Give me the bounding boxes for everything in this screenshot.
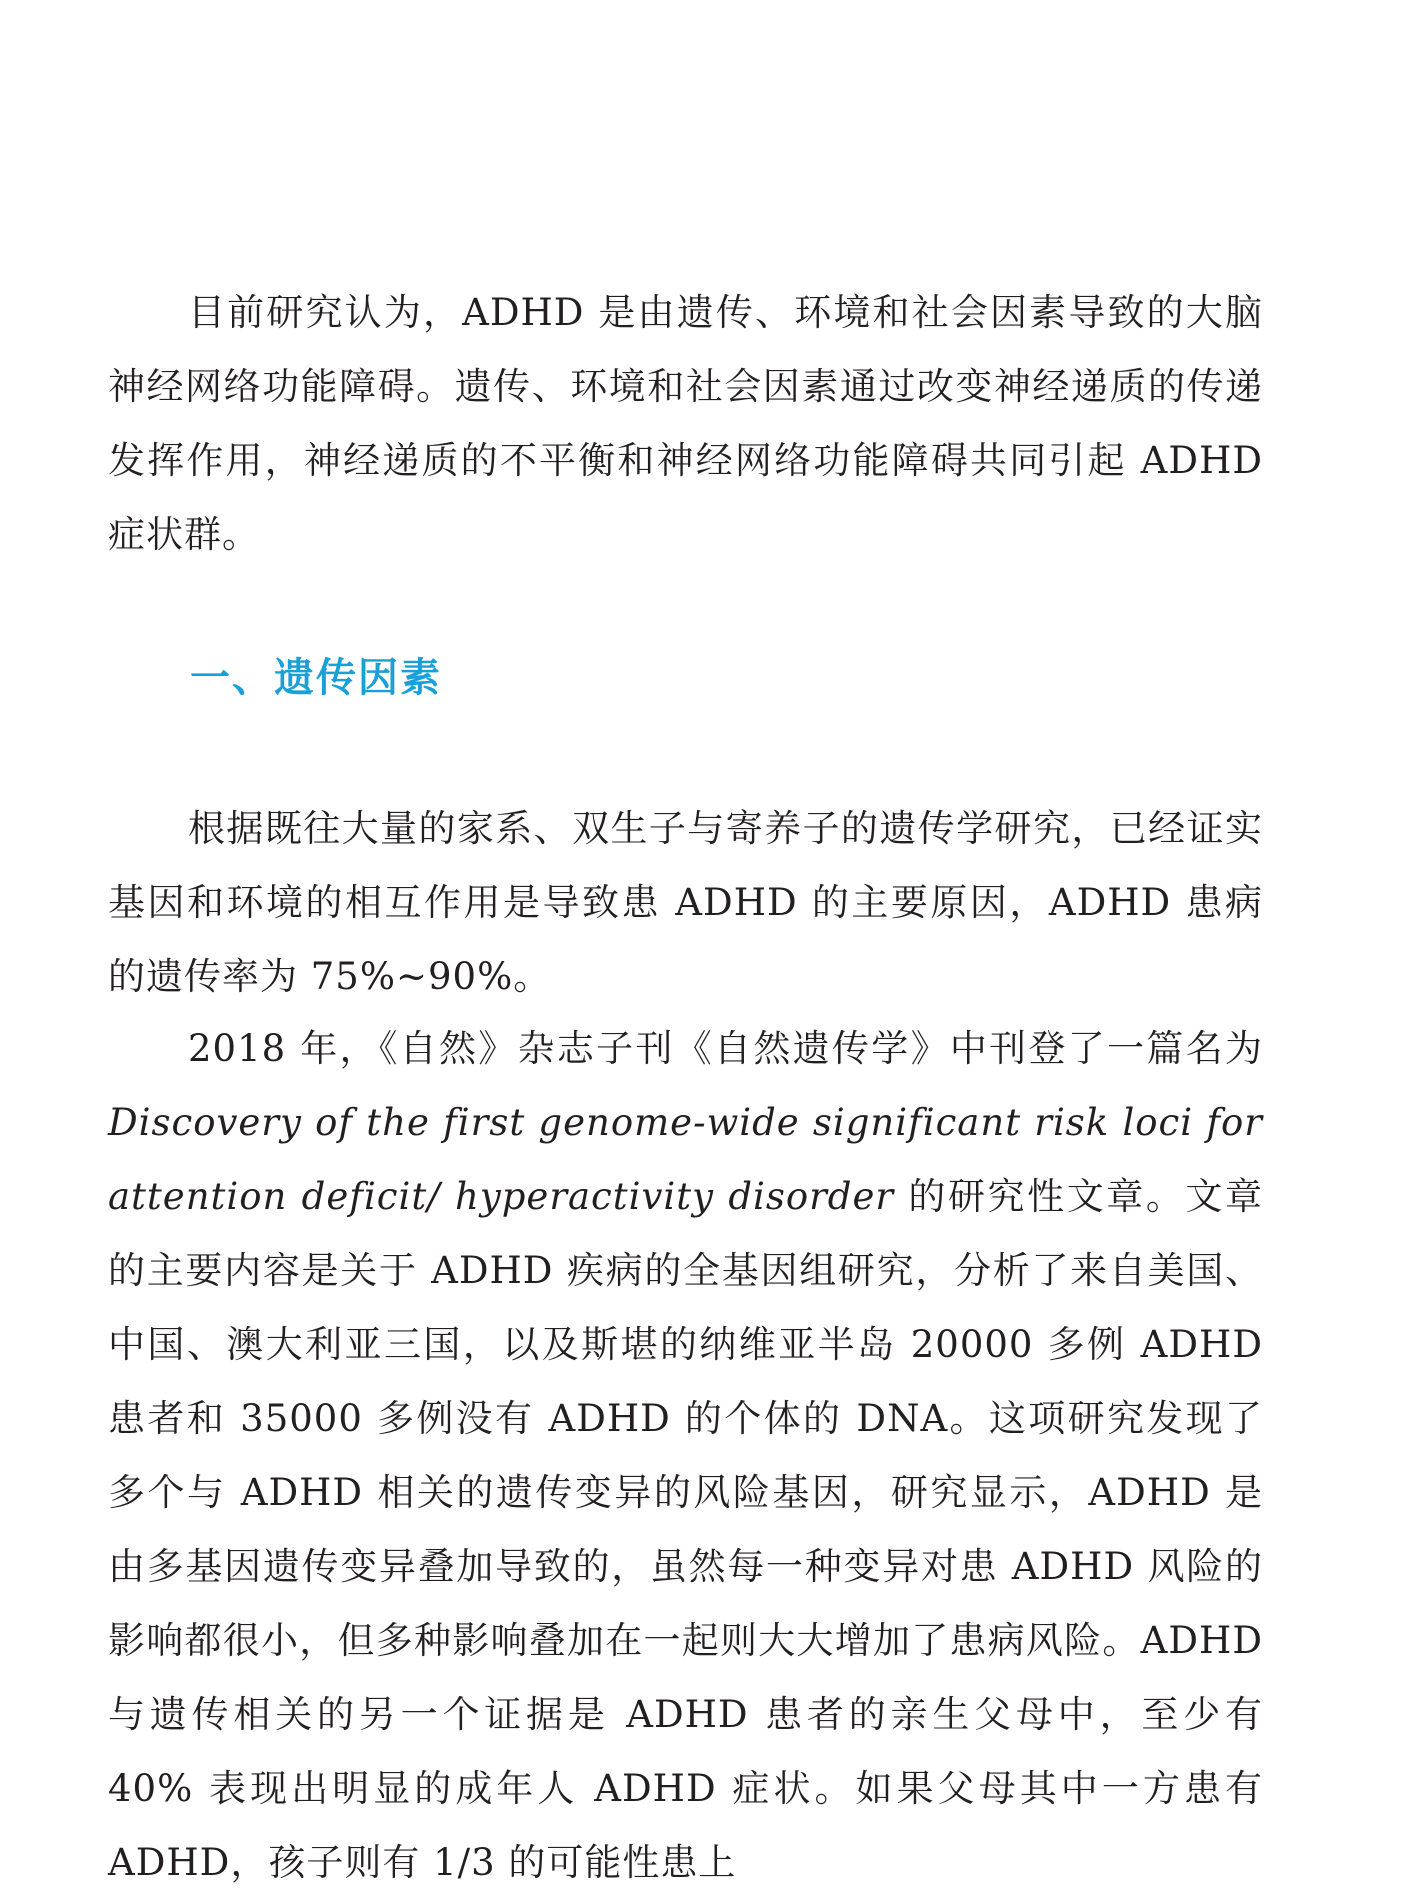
article-title: Discovery of the first genome-wide significant risk loci for attention deficit/ hyperactivity disorder [108,1101,1263,1218]
intro-paragraph: 目前研究认为，ADHD 是由遗传、环境和社会因素导致的大脑神经网络功能障碍。遗传、环境和社会因素通过改变神经递质的传递发挥作用，神经递质的不平衡和神经网络功能障碍共同引起 ADHD 症状群。 [108,291,1263,556]
section-heading: 一、遗传因素 [190,655,442,701]
genetics-paragraph: 根据既往大量的家系、双生子与寄养子的遗传学研究，已经证实基因和环境的相互作用是导致患 ADHD 的主要原因，ADHD 患病的遗传率为 75%~90%。 [108,807,1263,998]
study-paragraph-body: 的研究性文章。文章的主要内容是关于 ADHD 疾病的全基因组研究，分析了来自美国、中国、澳大利亚三国，以及斯堪的纳维亚半岛 20000 多例 ADHD 患者和 35000 多例没有 ADHD 的个体的 DNA。这项研究发现了多个与 ADHD 相关的遗传变异的风险基因，研究显示，ADHD 是由多基因遗传变异叠加导致的，虽然每一种变异对患 ADHD 风险的影响都很小，但多种影响叠加在一起则大大增加了患病风险。ADHD 与遗传相关的另一个证据是 ADHD 患者的亲生父母中，至少有 40% 表现出明显的成年人 ADHD 症状。如果父母其中一方患有 ADHD，孩子则有 1/3 的可能性患上 [108,1175,1264,1884]
study-paragraph-lead: 2018 年，《自然》杂志子刊《自然遗传学》中刊登了一篇名为 [188,1027,1263,1070]
study-paragraph [108,1012,1263,1900]
